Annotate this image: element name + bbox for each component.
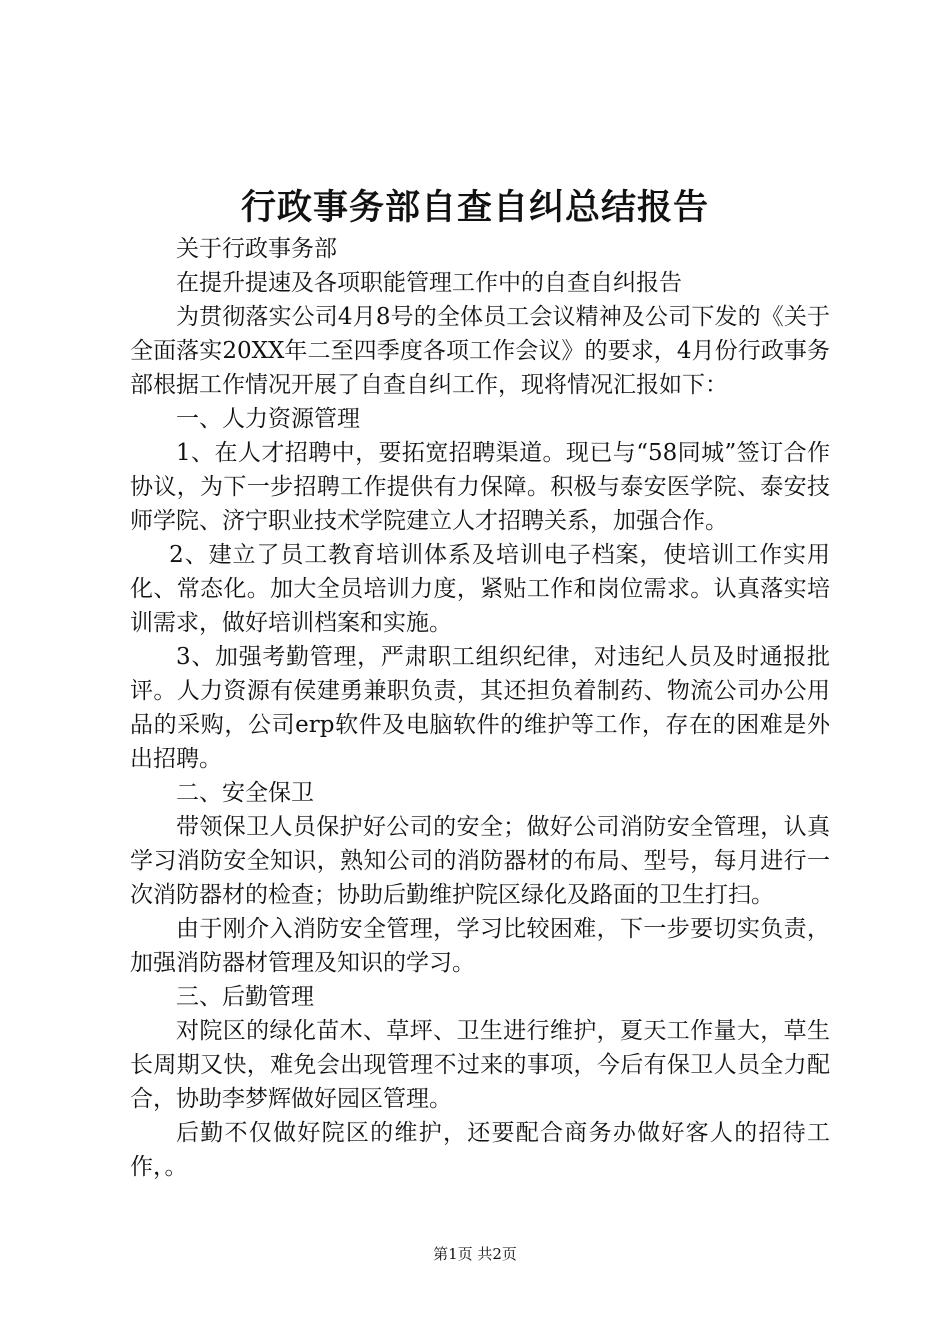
paragraph-heading-about: 关于行政事务部 xyxy=(176,236,337,262)
paragraph-logistics-2: 后勤不仅做好院区的维护，还要配合商务办做好客人的招待工作，。 xyxy=(130,1120,830,1180)
document-body xyxy=(130,232,830,1184)
paragraph-hr-2: 2、建立了员工教育培训体系及培训电子档案，使培训工作实用化、常态化。加大全员培训力度，紧贴工作和岗位需求。认真落实培训需求，做好培训档案和实施。 xyxy=(130,542,830,636)
paragraph-hr-3: 3、加强考勤管理，严肃职工组织纪律，对违纪人员及时通报批评。人力资源有侯建勇兼职负责，其还担负着制药、物流公司办公用品的采购，公司erp软件及电脑软件的维护等工作，存在的困难是外出招聘。 xyxy=(130,644,830,772)
paragraph-heading-subject: 在提升提速及各项职能管理工作中的自查自纠报告 xyxy=(176,270,682,296)
paragraph-security-2: 由于刚介入消防安全管理，学习比较困难，下一步要切实负责，加强消防器材管理及知识的学习。 xyxy=(130,916,830,976)
paragraph-hr-1: 1、在人才招聘中，要拓宽招聘渠道。现已与“58同城”签订合作协议，为下一步招聘工作提供有力保障。积极与泰安医学院、泰安技师学院、济宁职业技术学院建立人才招聘关系，加强合作。 xyxy=(130,440,830,534)
section-heading-hr: 一、人力资源管理 xyxy=(176,406,360,432)
page-footer: 第1页 共2页 xyxy=(433,1245,517,1263)
paragraph-intro: 为贯彻落实公司4月8号的全体员工会议精神及公司下发的《关于全面落实20XX年二至四季度各项工作会议》的要求，4月份行政事务部根据工作情况开展了自查自纠工作，现将情况汇报如下： xyxy=(130,304,830,398)
paragraph-security-1: 带领保卫人员保护好公司的安全；做好公司消防安全管理，认真学习消防安全知识，熟知公司的消防器材的布局、型号，每月进行一次消防器材的检查；协助后勤维护院区绿化及路面的卫生打扫。 xyxy=(130,814,830,908)
section-heading-security: 二、安全保卫 xyxy=(176,780,314,806)
paragraph-logistics-1: 对院区的绿化苗木、草坪、卫生进行维护，夏天工作量大，草生长周期又快，难免会出现管理不过来的事项，今后有保卫人员全力配合，协助李梦辉做好园区管理。 xyxy=(130,1018,830,1112)
section-heading-logistics: 三、后勤管理 xyxy=(176,984,314,1010)
document-title: 行政事务部自查自纠总结报告 xyxy=(240,188,709,228)
